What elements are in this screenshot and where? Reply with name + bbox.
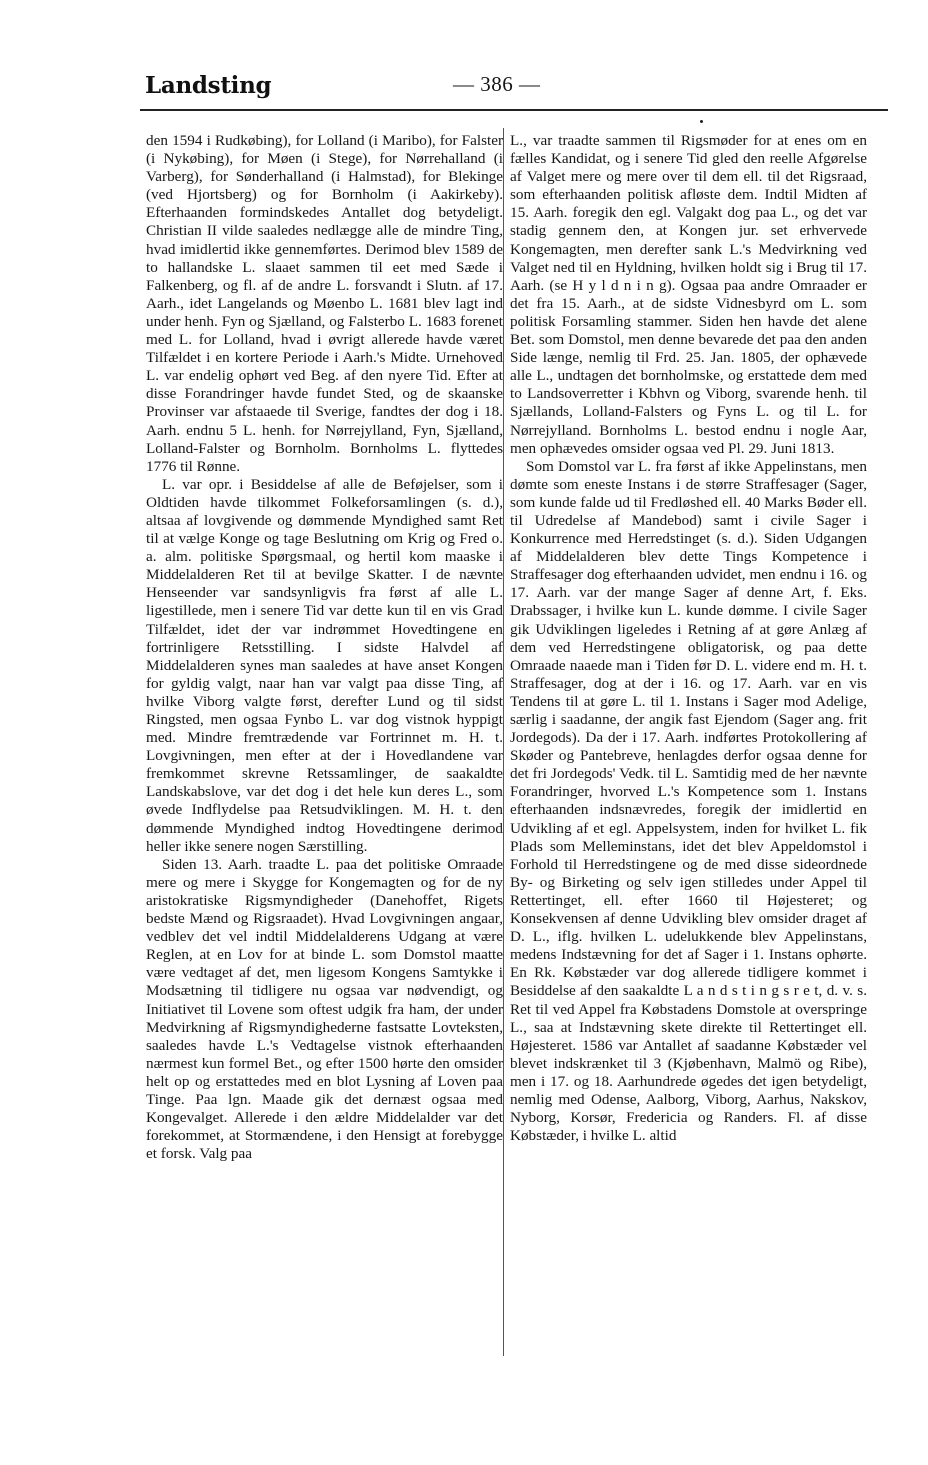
page-number: — 386 —	[453, 72, 541, 96]
column-divider	[503, 128, 504, 1356]
left-column	[146, 132, 503, 1163]
paragraph: den 1594 i Rudkøbing), for Lolland (i Maribo), for Falster (i Nykøbing), for Møen (i Stege), for Nørrehalland (i Varberg), for Sønderhalland (i Halmstad), for Blekinge (ved Hjortsberg) og for Bornholm (i Aakirkeby). Efterhaanden formindskedes Antallet dog betydeligt. Christian II vilde saaledes nedlægge alle de mindre Ting, hvad imidlertid ikke gennemførtes. Derimod blev 1589 de to hallandske L. slaaet sammen til eet med Sæde i Falkenberg, og fl. af de andre L. forsvandt i Slutn. af 17. Aarh., idet Langelands og Møenbo L. 1681 blev lagt ind under henh. Fyn og Sjælland, og Falsterbo L. 1683 forenet med L. for Lolland, hvad i øvrigt allerede havde været Tilfældet i en kortere Periode i Aarh.'s Midte. Urnehoved L. var endelig ophørt ved Beg. af den nyere Tid. Efter at disse Forandringer havde fundet Sted, og de skaanske Provinser var afstaaede til Sverige, fandtes der dog i 18. Aarh. endnu 5 L. henh. for Nørrejylland, Fyn, Sjælland, Lolland-Falster og Bornholm. Bornholms L. flyttedes 1776 til Rønne.	[146, 132, 503, 475]
paragraph: Som Domstol var L. fra først af ikke Appelinstans, men dømte som eneste Instans i de større Straffesager (Sager, som kunde falde ud til Fredløshed ell. 40 Marks Bøder ell. til Udredelse af Mandebod) samt i civile Sager i Konkurrence med Herredstinget (s. d.). Siden Udgangen af Middelalderen blev dette Tings Kompetence i Straffesager dog efterhaanden udvidet, men endnu i 16. og 17. Aarh. var der mange Sager af denne Art, f. Eks. Drabssager, i hvilke kun L. kunde dømme. I civile Sager gik Udviklingen ligeledes i Retning af at gøre Anlæg af dem ved Herredstingene obligatorisk, og paa dette Omraade naaede man i Tiden før D. L. videre end m. H. t. Straffesager, dog at der i 16. og 17. Aarh. var en vis Tendens til at gøre L. til 1. Instans i Sager mod Adelige, særlig i saadanne, der angik fast Ejendom (Sager ang. frit Jordegods). Da der i 17. Aarh. indførtes Protokollering af Skøder og Pantebreve, henlagdes derfor ogsaa denne for det fri Jordegods' Vedk. til L. Samtidig med de her nævnte Forandringer, hvorved L.'s Kompetence som 1. Instans efterhaanden indsnævredes, foregik der imidlertid en Udvikling af et egl. Appelsystem, inden for hvilket L. fik Plads som Melleminstans, idet det blev Appeldomstol i Forhold til Herredstingene og de med disse sideordnede By- og Birketing og selv igen stilledes under Appel til Rettertinget, ell. efter 1660 til Højesteret; og Konsekvensen af denne Udvikling blev omsider draget af D. L., iflg. hvilken L. udelukkende blev Appelinstans, medens Indstævning for det af Sager i 1. Instans ophørte. En Rk. Købstæder var dog allerede tidligere kommet i Besiddelse af den saakaldte L a n d s t i n g s r e t, d. v. s. Ret til ved Appel fra Købstadens Domstole at overspringe L., saa at Indstævning skete direkte til Rettertinget ell. Højesteret. 1586 var Antallet af saadanne Købstæder vel blevet indskrænket til 3 (Kjøbenhavn, Malmö og Ribe), men i 17. og 18. Aarhundrede øgedes det igen betydeligt, nemlig med Odense, Aalborg, Viborg, Aarhus, Nakskov, Nyborg, Korsør, Fredericia og Randers. Fl. af disse Købstæder, i hvilke L. altid	[510, 457, 867, 1145]
right-column	[510, 132, 867, 1145]
running-head-title: Landsting	[145, 72, 272, 99]
header-rule	[140, 109, 888, 111]
paragraph: Siden 13. Aarh. traadte L. paa det politiske Omraade mere og mere i Skygge for Kongemagten og for de ny aristokratiske Rigsmyndigheder (Danehoffet, Rigets bedste Mænd og Rigsraadet). Hvad Lovgivningen angaar, vedblev det vel indtil Middelalderens Udgang at være Reglen, at en Lov for at binde L. som Domstol maatte være vedtaget af det, men ligesom Kongens Samtykke i Modsætning til tidligere nu ogsaa var nødvendigt, og Initiativet til Lovene som oftest udgik fra ham, der under Medvirkning af Rigsmyndighederne fastsatte Lovteksten, saaledes havde L.'s Vedtagelse vistnok efterhaanden nærmest kun formel Bet., og efter 1500 hørte den omsider helt op og erstattedes med en blot Lysning af Loven paa Tinge. Paa lgn. Maade gik det dernæst ogsaa med Kongevalget. Allerede i den ældre Middelalder var det forekommet, at Stormændene, i den Hensigt at forebygge et forsk. Valg paa	[146, 855, 503, 1163]
paragraph: L., var traadte sammen til Rigsmøder for at enes om en fælles Kandidat, og i senere Tid gled den reelle Afgørelse af Valget mere og mere over til dem ell. til det Rigsraad, som efterhaanden politisk afløste dem. Indtil Midten af 15. Aarh. foregik den egl. Valgakt dog paa L., og det var stadig gennem den, at Kongen jur. set erhvervede Kongemagten, men derefter sank L.'s Medvirkning ved Valget ned til en Hyldning, hvilken holdt sig i Brug til 17. Aarh. (se H y l d n i n g). Ogsaa paa andre Omraader er det fra 15. Aarh., at de sidste Vidnesbyrd om L. som politisk Forsamling stammer. Siden hen havde det alene Bet. som Domstol, men denne bevarede det paa den anden Side længe, nemlig til Frd. 25. Jan. 1805, der ophævede alle L., undtagen det bornholmske, og erstattede dem med to Landsoverretter i Kbhvn og Viborg, svarende henh. til Sjællands, Lolland-Falsters og Fyns L. og til L. for Nørrejylland. Bornholms L. bestod endnu i nogle Aar, men ophævedes omsider ogsaa ved Pl. 29. Juni 1813.	[510, 132, 867, 457]
paragraph: L. var opr. i Besiddelse af alle de Beføjelser, som i Oldtiden havde tilkommet Folkeforsamlingen (s. d.), altsaa af lovgivende og dømmende Myndighed samt Ret til at vælge Konge og tage Beslutning om Krig og Fred o. a. alm. politiske Spørgsmaal, og hertil kom maaske i Middelalderen Ret til at bevilge Skatter. I de nævnte Henseender var sandsynligvis fra først af alle L. ligestillede, men i senere Tid var dette kun til en vis Grad Tilfældet, idet der var indrømmet Hovedtingene en fortrinligere Retsstilling. I sidste Halvdel af Middelalderen synes man saaledes at have anset Kongen for gyldig valgt, naar han var valgt paa disse Ting, af hvilke Viborg valgte først, derefter Lund og til sidst Ringsted, men ogsaa Fynbo L. var dog vistnok hyppigt med. Mindre fremtrædende var Fortrinnet m. H. t. Lovgivningen, men efter at der i Hovedlandene var fremkommet skrevne Retssamlinger, de saakaldte Landskabslove, var det dog i det hele kun deres L., som øvede Indflydelse paa Retsudviklingen. M. H. t. den dømmende Myndighed indtog Hovedtingene derimod heller ikke senere nogen Særstilling.	[146, 475, 503, 855]
ink-speck	[700, 120, 703, 123]
